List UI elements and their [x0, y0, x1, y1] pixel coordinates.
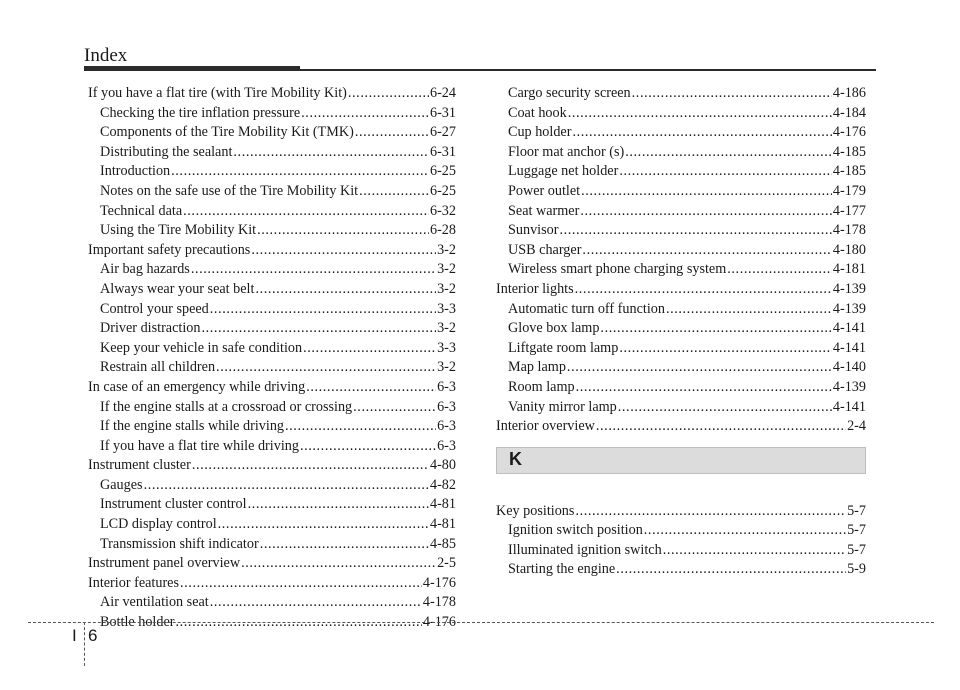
index-entry [496, 280, 866, 300]
dot-leader [359, 182, 429, 202]
index-subentry [496, 123, 866, 143]
entry-page-ref: 6-25 [429, 182, 456, 199]
index-entries-k [496, 502, 866, 580]
entry-label: Air ventilation seat [100, 594, 209, 611]
dot-leader [192, 456, 429, 476]
dot-leader [575, 502, 846, 522]
index-subentry [496, 541, 866, 561]
dot-leader [663, 541, 846, 561]
footer-section-letter: I [72, 626, 77, 645]
index-subentry [88, 104, 456, 124]
entry-page-ref: 6-24 [429, 85, 456, 101]
dot-leader [572, 123, 831, 143]
entry-label: If you have a flat tire (with Tire Mobility Kit) [88, 85, 347, 101]
index-subentry [88, 535, 456, 555]
entry-label: Interior overview [496, 418, 595, 435]
entry-label: Driver distraction [100, 320, 201, 337]
entry-page-ref: 4-177 [832, 202, 866, 219]
entry-page-ref: 4-81 [429, 496, 456, 513]
index-subentry [496, 202, 866, 222]
index-entry [88, 574, 456, 594]
dot-leader [666, 300, 832, 320]
entry-page-ref: 4-141 [832, 398, 866, 415]
entry-label: Checking the tire inflation pressure [100, 104, 301, 121]
dot-leader [644, 521, 846, 541]
dot-leader [300, 437, 436, 457]
dot-leader [632, 84, 832, 104]
dot-leader [144, 476, 429, 496]
index-subentry [496, 560, 866, 580]
index-subentry [496, 319, 866, 339]
dot-leader [303, 339, 436, 359]
entry-page-ref: 4-181 [832, 261, 866, 278]
entry-label: Coat hook [508, 104, 567, 121]
index-subentry [496, 182, 866, 202]
index-subentry [88, 123, 456, 143]
index-subentry [496, 84, 866, 104]
index-subentry [88, 358, 456, 378]
entry-page-ref: 5-9 [847, 561, 866, 578]
index-subentry [88, 319, 456, 339]
entry-page-ref: 6-25 [429, 163, 456, 180]
entry-label: Room lamp [508, 378, 575, 395]
dot-leader [248, 495, 429, 515]
index-subentry [496, 300, 866, 320]
dot-leader [233, 143, 429, 163]
entry-page-ref: 4-176 [422, 574, 456, 591]
entry-page-ref: 5-7 [847, 541, 866, 558]
entry-page-ref: 4-141 [832, 320, 866, 337]
entry-page-ref: 4-80 [429, 457, 456, 474]
index-subentry [496, 358, 866, 378]
entry-label: Air bag hazards [100, 261, 190, 278]
dot-leader [348, 84, 429, 104]
section-header-k [496, 447, 866, 474]
entry-label: Wireless smart phone charging system [508, 261, 727, 278]
entry-label: Instrument cluster control [100, 496, 247, 513]
entry-page-ref: 6-31 [429, 143, 456, 160]
entry-page-ref: 4-180 [832, 241, 866, 258]
dot-leader [255, 280, 436, 300]
entry-label: Important safety precautions [88, 241, 251, 258]
index-subentry [88, 300, 456, 320]
dot-leader [251, 241, 436, 261]
entry-page-ref: 4-85 [429, 535, 456, 552]
page-number: 6 [88, 626, 98, 645]
entry-page-ref: 3-2 [437, 320, 456, 337]
entry-page-ref: 6-3 [437, 398, 456, 415]
entry-label: Keep your vehicle in safe condition [100, 339, 303, 356]
index-entry [496, 417, 866, 437]
entry-label: Cup holder [508, 124, 572, 141]
dot-leader [582, 241, 831, 261]
entry-page-ref: 4-178 [832, 222, 866, 239]
header-rule-thin [300, 69, 876, 71]
index-entry [88, 84, 456, 104]
entry-label: Control your speed [100, 300, 209, 317]
section-letter: K [509, 449, 522, 470]
dot-leader [581, 182, 832, 202]
dot-leader [183, 202, 429, 222]
index-subentry [88, 260, 456, 280]
index-subentry [88, 495, 456, 515]
index-entry [88, 241, 456, 261]
dot-leader [216, 358, 436, 378]
dot-leader [575, 280, 832, 300]
footer-divider [84, 622, 85, 666]
dot-leader [616, 560, 846, 580]
entry-page-ref: 4-139 [832, 280, 866, 297]
index-subentry [88, 437, 456, 457]
index-subentry [496, 162, 866, 182]
index-subentry [88, 143, 456, 163]
index-subentry [88, 476, 456, 496]
entry-page-ref: 3-2 [437, 359, 456, 376]
index-subentry [496, 378, 866, 398]
dot-leader [600, 319, 831, 339]
entry-label: USB charger [508, 241, 582, 258]
entry-page-ref: 4-179 [832, 182, 866, 199]
entry-label: Introduction [100, 163, 171, 180]
index-column-left [88, 84, 456, 633]
entry-label: Cargo security screen [508, 85, 631, 101]
index-entry [496, 502, 866, 522]
index-entry [88, 554, 456, 574]
index-subentry [88, 182, 456, 202]
entry-page-ref: 3-3 [437, 300, 456, 317]
index-subentry [88, 280, 456, 300]
dot-leader [619, 339, 832, 359]
footer-rule [28, 622, 934, 623]
entry-page-ref: 5-7 [847, 502, 866, 519]
entry-label: In case of an emergency while driving [88, 378, 306, 395]
entry-label: Sunvisor [508, 222, 559, 239]
dot-leader [241, 554, 436, 574]
entry-label: Using the Tire Mobility Kit [100, 222, 257, 239]
entry-page-ref: 3-3 [437, 339, 456, 356]
index-subentry [496, 398, 866, 418]
entry-label: Map lamp [508, 359, 566, 376]
dot-leader [201, 319, 436, 339]
index-subentry [88, 417, 456, 437]
entry-page-ref: 5-7 [847, 522, 866, 539]
index-subentry [88, 593, 456, 613]
entry-page-ref: 4-82 [429, 476, 456, 493]
entry-page-ref: 4-178 [422, 594, 456, 611]
dot-leader [260, 535, 429, 555]
dot-leader [727, 260, 832, 280]
entry-page-ref: 6-3 [437, 378, 456, 395]
index-subentry [496, 339, 866, 359]
entry-page-ref: 6-27 [429, 124, 456, 141]
entry-page-ref: 4-140 [832, 359, 866, 376]
dot-leader [180, 574, 422, 594]
index-subentry [88, 339, 456, 359]
index-subentry [496, 104, 866, 124]
entry-page-ref: 3-2 [437, 280, 456, 297]
index-subentry [496, 521, 866, 541]
entry-page-ref: 4-185 [832, 163, 866, 180]
entry-page-ref: 4-176 [422, 614, 456, 631]
dot-leader [218, 515, 429, 535]
index-subentry [88, 221, 456, 241]
dot-leader [625, 143, 832, 163]
dot-leader [285, 417, 436, 437]
entry-label: Transmission shift indicator [100, 535, 259, 552]
index-subentry [88, 398, 456, 418]
dot-leader [353, 398, 436, 418]
entry-page-ref: 6-3 [437, 418, 456, 435]
dot-leader [619, 162, 832, 182]
entry-label: Power outlet [508, 182, 581, 199]
index-subentry [88, 162, 456, 182]
index-subentry [88, 202, 456, 222]
entry-page-ref: 4-81 [429, 516, 456, 533]
entry-page-ref: 2-4 [847, 418, 866, 435]
dot-leader [257, 221, 429, 241]
index-subentry [88, 515, 456, 535]
dot-leader [580, 202, 832, 222]
index-column-right [496, 84, 866, 580]
entry-label: Vanity mirror lamp [508, 398, 617, 415]
dot-leader [301, 104, 429, 124]
index-subentry [496, 241, 866, 261]
index-subentry [496, 221, 866, 241]
entry-page-ref: 2-5 [437, 555, 456, 572]
entry-page-ref: 4-141 [832, 339, 866, 356]
entry-label: Distributing the sealant [100, 143, 233, 160]
entry-page-ref: 6-3 [437, 437, 456, 454]
index-subentry [496, 260, 866, 280]
index-entry [88, 378, 456, 398]
entry-label: Gauges [100, 476, 143, 493]
dot-leader [355, 123, 429, 143]
entry-label: Components of the Tire Mobility Kit (TMK) [100, 124, 354, 141]
entry-label: Floor mat anchor (s) [508, 143, 625, 160]
dot-leader [596, 417, 846, 437]
entry-label: If the engine stalls at a crossroad or crossing [100, 398, 353, 415]
entry-label: Instrument cluster [88, 457, 191, 474]
entry-label: Liftgate room lamp [508, 339, 619, 356]
dot-leader [567, 358, 832, 378]
entry-label: Instrument panel overview [88, 555, 241, 572]
index-entry [88, 456, 456, 476]
dot-leader [559, 221, 831, 241]
entry-label: Ignition switch position [508, 522, 643, 539]
entry-page-ref: 6-28 [429, 222, 456, 239]
entry-label: Always wear your seat belt [100, 280, 255, 297]
entry-label: Bottle holder [100, 614, 175, 631]
entry-label: Glove box lamp [508, 320, 600, 337]
dot-leader [191, 260, 436, 280]
entry-page-ref: 4-176 [832, 124, 866, 141]
entry-page-ref: 4-184 [832, 104, 866, 121]
dot-leader [576, 378, 832, 398]
entry-page-ref: 4-186 [832, 85, 866, 101]
page-title: Index [84, 45, 128, 66]
entry-label: Interior features [88, 574, 179, 591]
entry-label: LCD display control [100, 516, 217, 533]
entry-label: Automatic turn off function [508, 300, 665, 317]
entry-page-ref: 6-32 [429, 202, 456, 219]
entry-label: Restrain all children [100, 359, 216, 376]
header-rule-thick [84, 66, 300, 71]
index-subentry [496, 143, 866, 163]
entry-label: Key positions [496, 502, 575, 519]
entry-page-ref: 4-185 [832, 143, 866, 160]
dot-leader [568, 104, 832, 124]
entry-label: Notes on the safe use of the Tire Mobility Kit [100, 182, 359, 199]
entry-page-ref: 4-139 [832, 378, 866, 395]
dot-leader [210, 300, 436, 320]
entry-label: Luggage net holder [508, 163, 619, 180]
entry-label: If you have a flat tire while driving [100, 437, 299, 454]
entry-label: Technical data [100, 202, 183, 219]
entry-page-ref: 3-2 [437, 261, 456, 278]
entry-page-ref: 6-31 [429, 104, 456, 121]
dot-leader [306, 378, 436, 398]
dot-leader [618, 398, 832, 418]
index-entries-i-continued [496, 84, 866, 437]
entry-page-ref: 3-2 [437, 241, 456, 258]
entry-label: Seat warmer [508, 202, 580, 219]
entry-page-ref: 4-139 [832, 300, 866, 317]
entry-label: Interior lights [496, 280, 574, 297]
dot-leader [171, 162, 429, 182]
entry-label: Illuminated ignition switch [508, 541, 662, 558]
dot-leader [210, 593, 422, 613]
entry-label: If the engine stalls while driving [100, 418, 285, 435]
entry-label: Starting the engine [508, 561, 616, 578]
